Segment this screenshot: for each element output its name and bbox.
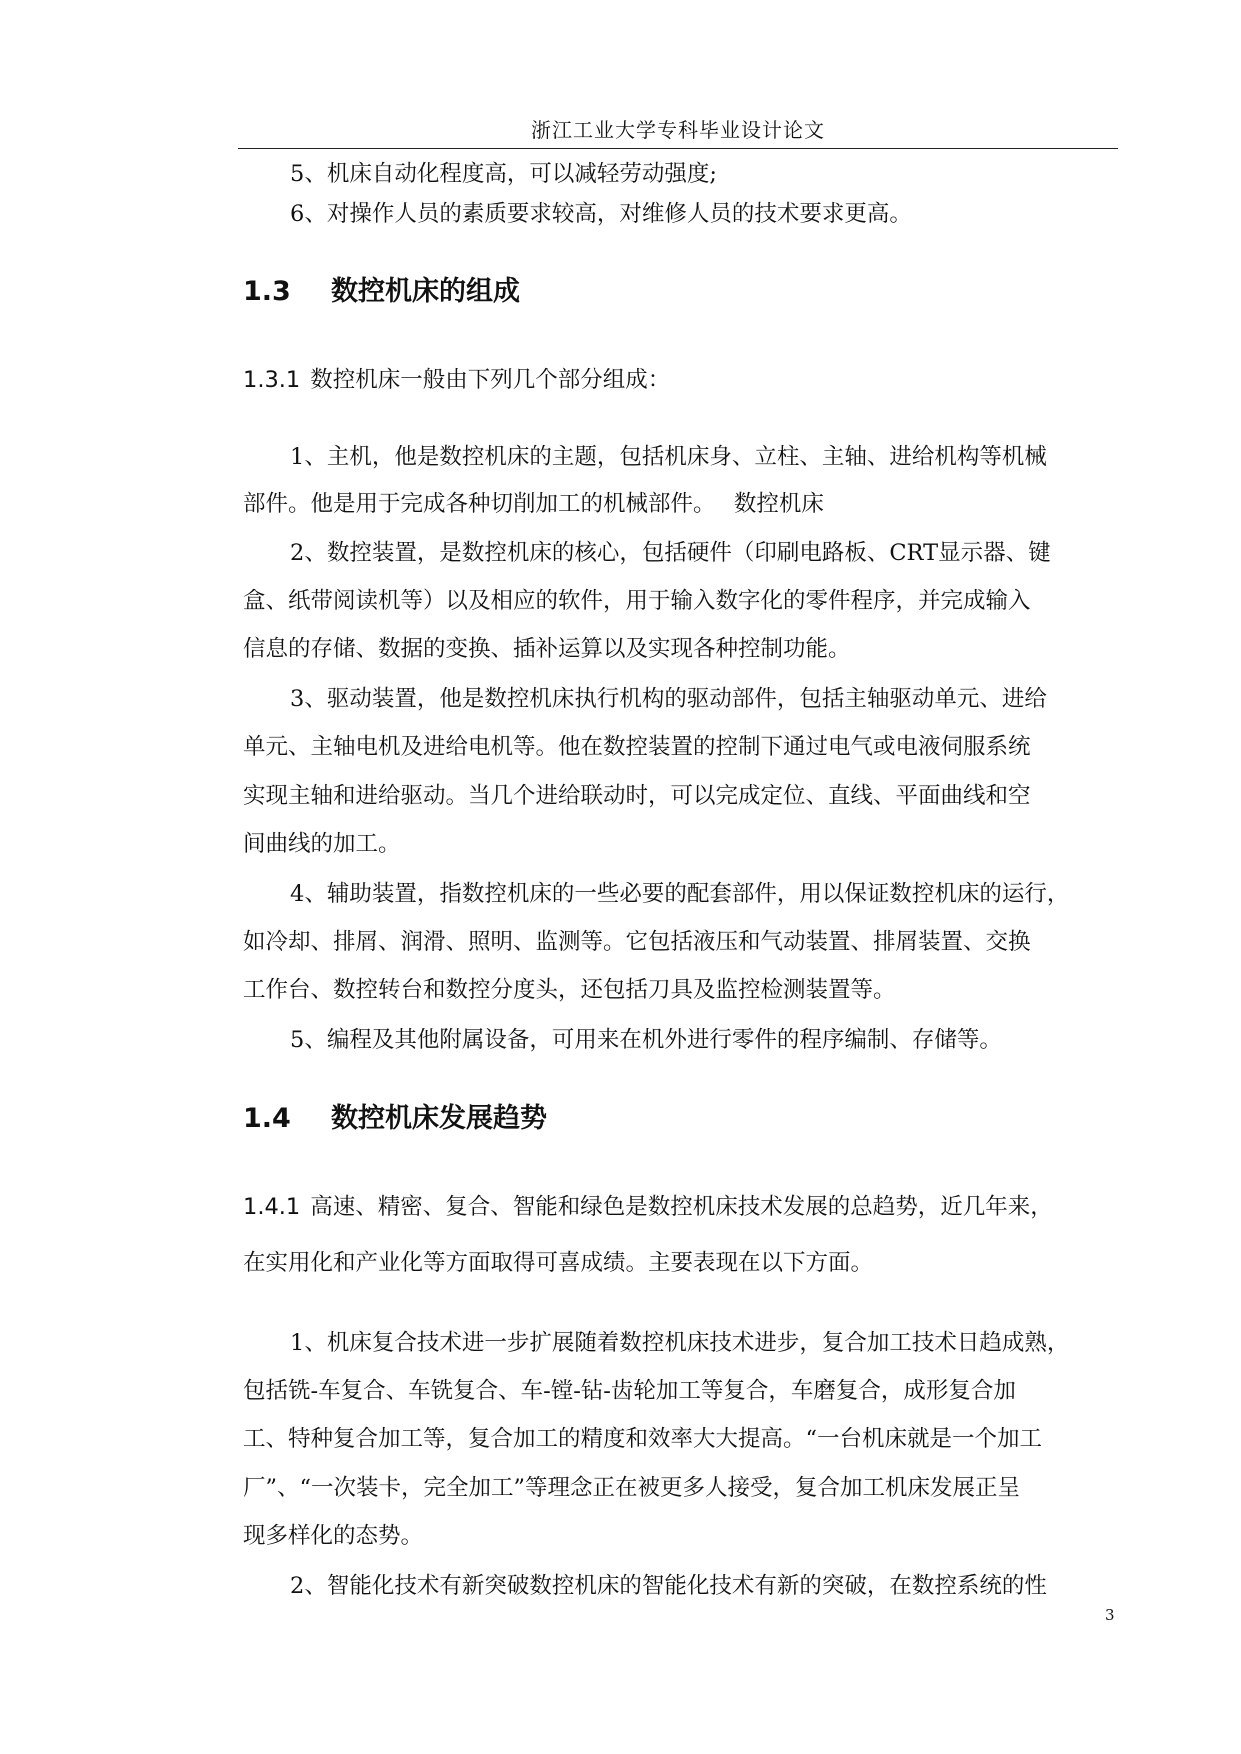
section-title: 数控机床的组成: [331, 276, 520, 307]
subsection-heading-1-4-1: [243, 1196, 1053, 1219]
paragraph-line: 1、机床复合技术进一步扩展随着数控机床技术进步，复合加工技术日趋成熟，: [290, 1330, 1070, 1356]
subsection-heading-1-3-1: [243, 369, 670, 392]
section-number: 1.4: [243, 1103, 291, 1134]
subsection-title: 高速、精密、复合、智能和绿色是数控机床技术发展的总趋势，近几年来，: [310, 1194, 1053, 1220]
running-header: 浙江工业大学专科毕业设计论文: [531, 118, 825, 142]
paragraph-line: 间曲线的加工。: [243, 831, 401, 857]
paragraph-line: 盒、纸带阅读机等）以及相应的软件，用于输入数字化的零件程序，并完成输入: [243, 588, 1031, 614]
subsection-title: 数控机床一般由下列几个部分组成：: [310, 367, 671, 393]
section-heading-1-4: [243, 1105, 547, 1132]
paragraph-line: 现多样化的态势。: [243, 1523, 424, 1549]
subsection-title-continued: 在实用化和产业化等方面取得可喜成绩。主要表现在以下方面。: [243, 1250, 874, 1276]
section-heading-1-3: [243, 278, 520, 305]
list-item: 5、机床自动化程度高，可以减轻劳动强度;: [290, 161, 717, 187]
paragraph-line: 实现主轴和进给驱动。当几个进给联动时，可以完成定位、直线、平面曲线和空: [243, 783, 1031, 809]
paragraph-line: 2、智能化技术有新突破数控机床的智能化技术有新的突破，在数控系统的性: [290, 1573, 1047, 1599]
paragraph-line: 单元、主轴电机及进给电机等。他在数控装置的控制下通过电气或电液伺服系统: [243, 734, 1031, 760]
list-item: 6、对操作人员的素质要求较高，对维修人员的技术要求更高。: [290, 201, 912, 227]
header-divider: [238, 148, 1118, 149]
subsection-number: 1.3.1: [243, 367, 301, 393]
paragraph-line: 厂”、“一次装卡，完全加工”等理念正在被更多人接受，复合加工机床发展正呈: [243, 1475, 1021, 1501]
paragraph-line: 工作台、数控转台和数控分度头，还包括刀具及监控检测装置等。: [243, 977, 896, 1003]
section-number: 1.3: [243, 276, 291, 307]
paragraph-line: 2、数控装置，是数控机床的核心，包括硬件（印刷电路板、CRT显示器、键: [290, 540, 1051, 566]
page-number: 3: [1105, 1606, 1115, 1624]
section-title: 数控机床发展趋势: [331, 1103, 547, 1134]
paragraph-line: 包括铣-车复合、车铣复合、车-镗-钻-齿轮加工等复合，车磨复合，成形复合加: [243, 1378, 1016, 1404]
paragraph-line: 3、驱动装置，他是数控机床执行机构的驱动部件，包括主轴驱动单元、进给: [290, 686, 1047, 712]
subsection-number: 1.4.1: [243, 1194, 301, 1220]
paragraph-line: 信息的存储、数据的变换、插补运算以及实现各种控制功能。: [243, 636, 851, 662]
paragraph-line: 4、辅助装置，指数控机床的一些必要的配套部件，用以保证数控机床的运行，: [290, 881, 1070, 907]
paragraph-line: 5、编程及其他附属设备，可用来在机外进行零件的程序编制、存储等。: [290, 1027, 1002, 1053]
paragraph-line: 1、主机，他是数控机床的主题，包括机床身、立柱、主轴、进给机构等机械: [290, 444, 1047, 470]
paragraph-line: 工、特种复合加工等，复合加工的精度和效率大大提高。“一台机床就是一个加工: [243, 1426, 1043, 1452]
paragraph-line: 部件。他是用于完成各种切削加工的机械部件。 数控机床: [243, 491, 824, 517]
paragraph-line: 如冷却、排屑、润滑、照明、监测等。它包括液压和气动装置、排屑装置、交换: [243, 929, 1031, 955]
